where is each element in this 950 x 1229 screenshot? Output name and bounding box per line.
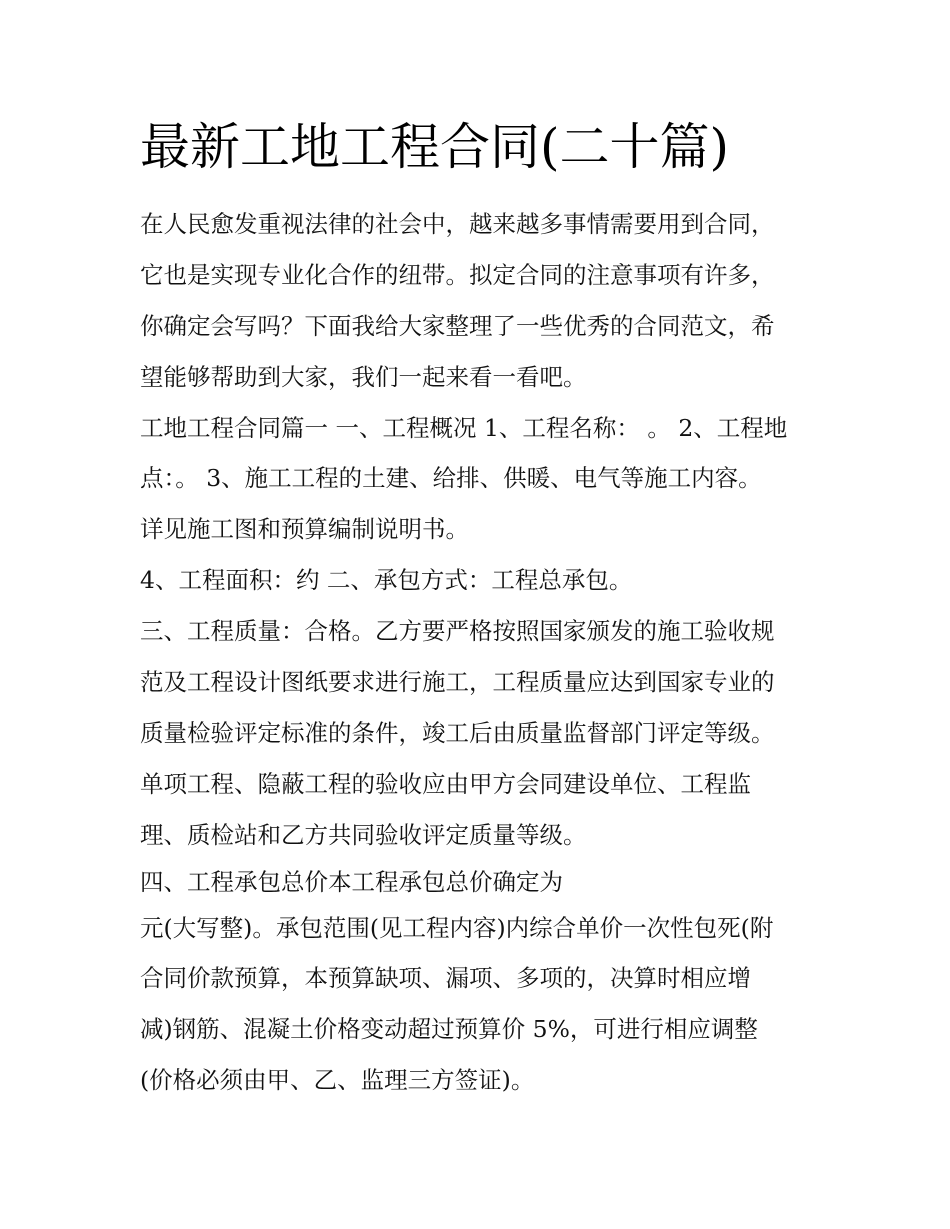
paragraph-line: 4、工程面积：约 二、承包方式：工程总承包。 <box>140 566 633 595</box>
paragraph-line: 工地工程合同篇一 一、工程概况 1、工程名称： 。 2、工程地 <box>140 413 788 442</box>
paragraph-line: 减)钢筋、混凝土价格变动超过预算价 5%，可进行相应调整 <box>140 1015 758 1044</box>
paragraph-line: 元(大写整)。承包范围(见工程内容)内综合单价一次性包死(附 <box>140 913 774 942</box>
paragraph-line: 在人民愈发重视法律的社会中，越来越多事情需要用到合同， <box>140 210 775 238</box>
paragraph-line: (价格必须由甲、乙、监理三方签证)。 <box>140 1066 535 1095</box>
paragraph-line: 合同价款预算，本预算缺项、漏项、多项的，决算时相应增 <box>140 964 751 993</box>
paragraph-line: 详见施工图和预算编制说明书。 <box>140 515 469 544</box>
paragraph-line: 望能够帮助到大家，我们一起来看一看吧。 <box>140 362 587 391</box>
paragraph-line: 它也是实现专业化合作的纽带。拟定合同的注意事项有许多， <box>140 260 775 289</box>
paragraph-line: 四、工程承包总价本工程承包总价确定为 <box>140 867 563 896</box>
paragraph-line: 质量检验评定标准的条件，竣工后由质量监督部门评定等级。 <box>140 718 775 747</box>
document-body <box>140 199 820 1106</box>
paragraph-line: 范及工程设计图纸要求进行施工，工程质量应达到国家专业的 <box>140 668 775 697</box>
paragraph-line: 理、质检站和乙方共同验收评定质量等级。 <box>140 820 587 849</box>
paragraph-line: 你确定会写吗？下面我给大家整理了一些优秀的合同范文，希 <box>140 311 775 340</box>
document-title: 最新工地工程合同(二十篇) <box>140 118 730 176</box>
paragraph-line: 点：。 3、施工工程的土建、给排、供暖、电气等施工内容。 <box>140 464 762 493</box>
paragraph-line: 单项工程、隐蔽工程的验收应由甲方会同建设单位、工程监 <box>140 769 751 798</box>
paragraph-line: 三、工程质量：合格。乙方要严格按照国家颁发的施工验收规 <box>140 617 775 646</box>
